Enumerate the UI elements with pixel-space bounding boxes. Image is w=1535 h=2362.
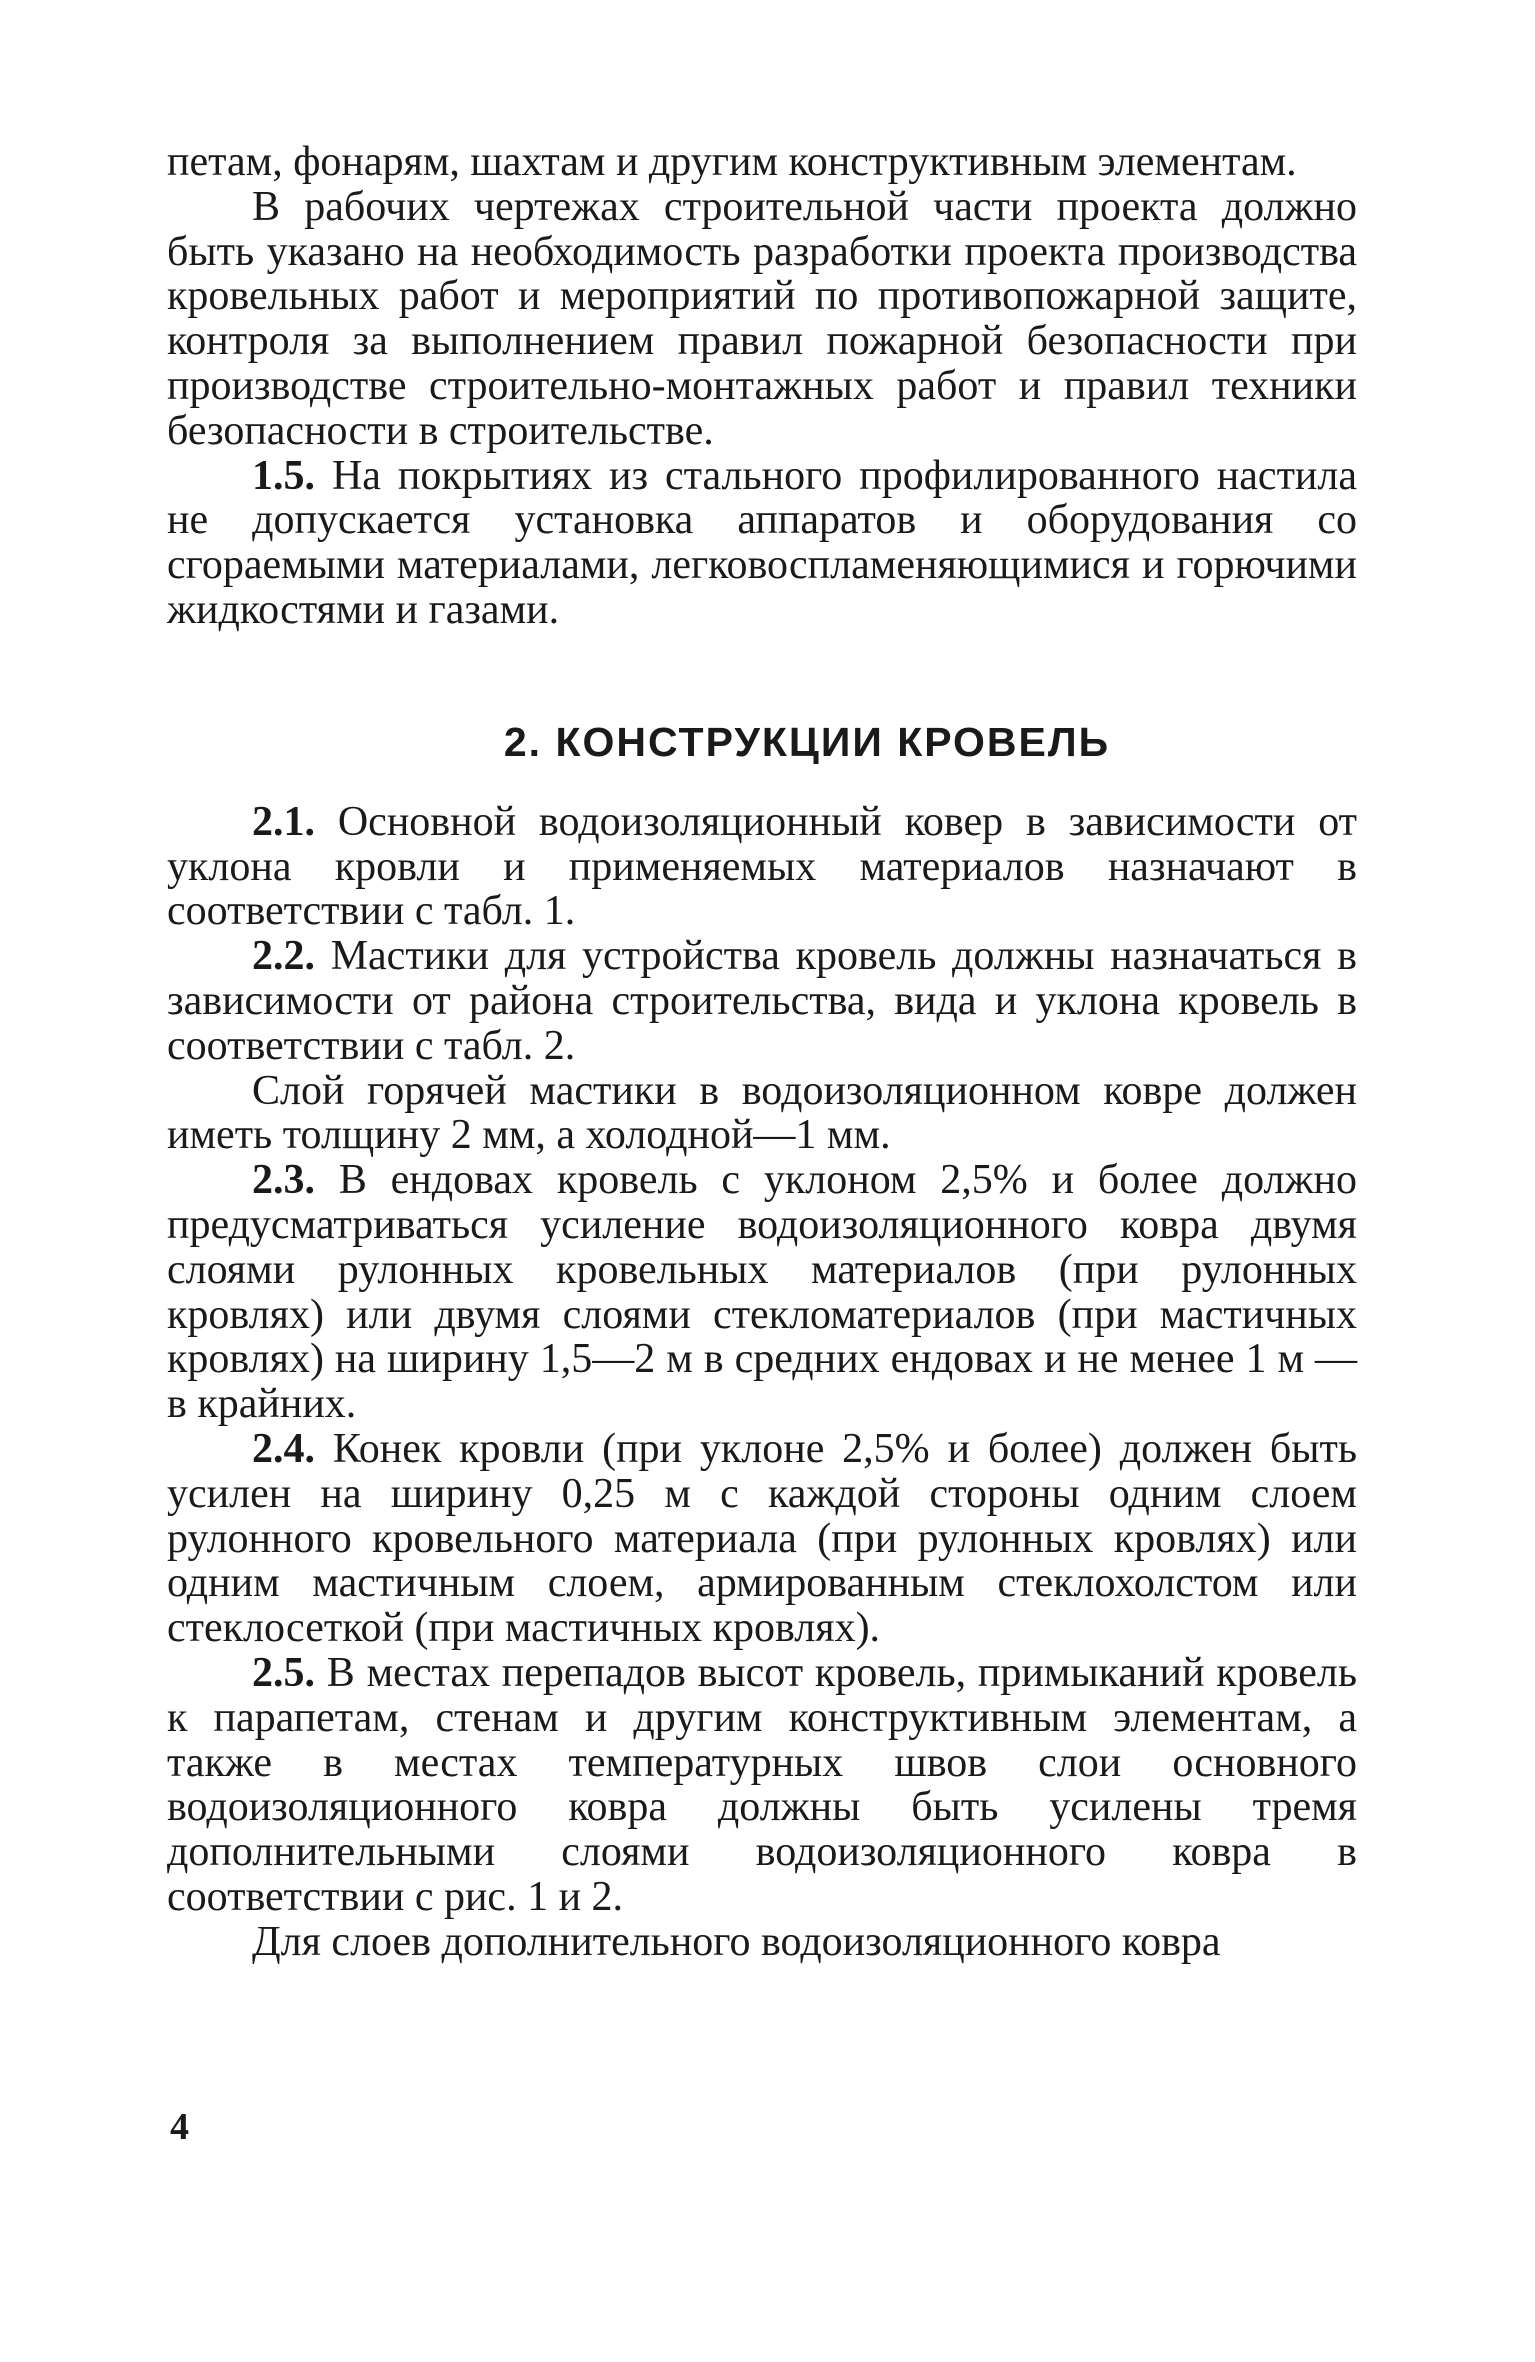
clause-number: 1.5. — [252, 452, 315, 499]
paragraph-text: Основной водоизоляционный ковер в зависимости от уклона кровли и применяемых материалов назначают в соответствии с табл. 1. — [167, 798, 1358, 935]
paragraph-mastic-layer — [167, 1069, 1357, 1159]
paragraph-text: Слой горячей мастики в водоизоляционном ковре должен иметь толщину 2 мм, а холодной—1 мм. — [167, 1067, 1357, 1159]
page-body — [167, 140, 1357, 1964]
paragraph-2-1 — [167, 800, 1357, 934]
paragraph-continuation — [167, 140, 1357, 185]
paragraph-1-5 — [167, 454, 1357, 633]
paragraph-text: Для слоев дополнительного водоизоляционного ковра — [252, 1918, 1221, 1965]
page-number: 4 — [170, 2106, 189, 2148]
paragraph-2-2 — [167, 934, 1357, 1068]
paragraph-2-5 — [167, 1651, 1357, 1920]
clause-number: 2.3. — [252, 1157, 315, 1204]
clause-number: 2.2. — [252, 933, 315, 980]
paragraph-drawings — [167, 185, 1357, 454]
paragraph-text: Мастики для устройства кровель должны назначаться в зависимости от района строительства, вида и уклона кровель в соответствии с табл. 2. — [167, 933, 1358, 1069]
paragraph-text: Конек кровли (при уклоне 2,5% и более) должен быть усилен на ширину 0,25 м с каждой стороны одним слоем рулонного кровельного материала (при рулонных кровлях) или одним мастичным слоем, армированным стеклохолстом или стеклосеткой (при мастичных кровлях). — [167, 1425, 1357, 1652]
paragraph-2-4 — [167, 1427, 1357, 1651]
section-heading: 2. КОНСТРУКЦИИ КРОВЕЛЬ — [503, 718, 1111, 765]
paragraph-text: В рабочих чертежах строительной части проекта должно быть указано на необходимость разработки проекта производства кровельных работ и мероприятий по противопожарной защите, контроля за выполнением правил пожарной безопасности при производстве строительно-монтажных работ и правил техники безопасности в строительстве. — [167, 183, 1357, 454]
clause-number: 2.4. — [252, 1425, 315, 1472]
clause-number: 2.5. — [252, 1649, 315, 1696]
clause-number: 2.1. — [252, 798, 315, 845]
paragraph-text: В местах перепадов высот кровель, примыканий кровель к парапетам, стенам и другим конструктивным элементам, а также в местах температурных швов слои основного водоизоляционного ковра должны быть усилены тремя дополнительными слоями водоизоляционного ковра в соответствии с рис. 1 и 2. — [167, 1649, 1357, 1920]
paragraph-additional-layers — [167, 1920, 1357, 1965]
paragraph-text: петам, фонарям, шахтам и другим конструктивным элементам. — [167, 139, 1297, 185]
paragraph-text: На покрытиях из стального профилированного настила не допускается установка аппаратов и оборудования со сгораемыми материалами, легковоспламеняющимися и горючими жидкостями и газами. — [167, 452, 1357, 633]
paragraph-text: В ендовах кровель с уклоном 2,5% и более должно предусматриваться усиление водоизоляционного ковра двумя слоями рулонных кровельных материалов (при рулонных кровлях) или двумя слоями стекломатериалов (при мастичных кровлях) на ширину 1,5—2 м в средних ендовах и не менее 1 м — в крайних. — [167, 1157, 1358, 1428]
paragraph-2-3 — [167, 1158, 1357, 1427]
